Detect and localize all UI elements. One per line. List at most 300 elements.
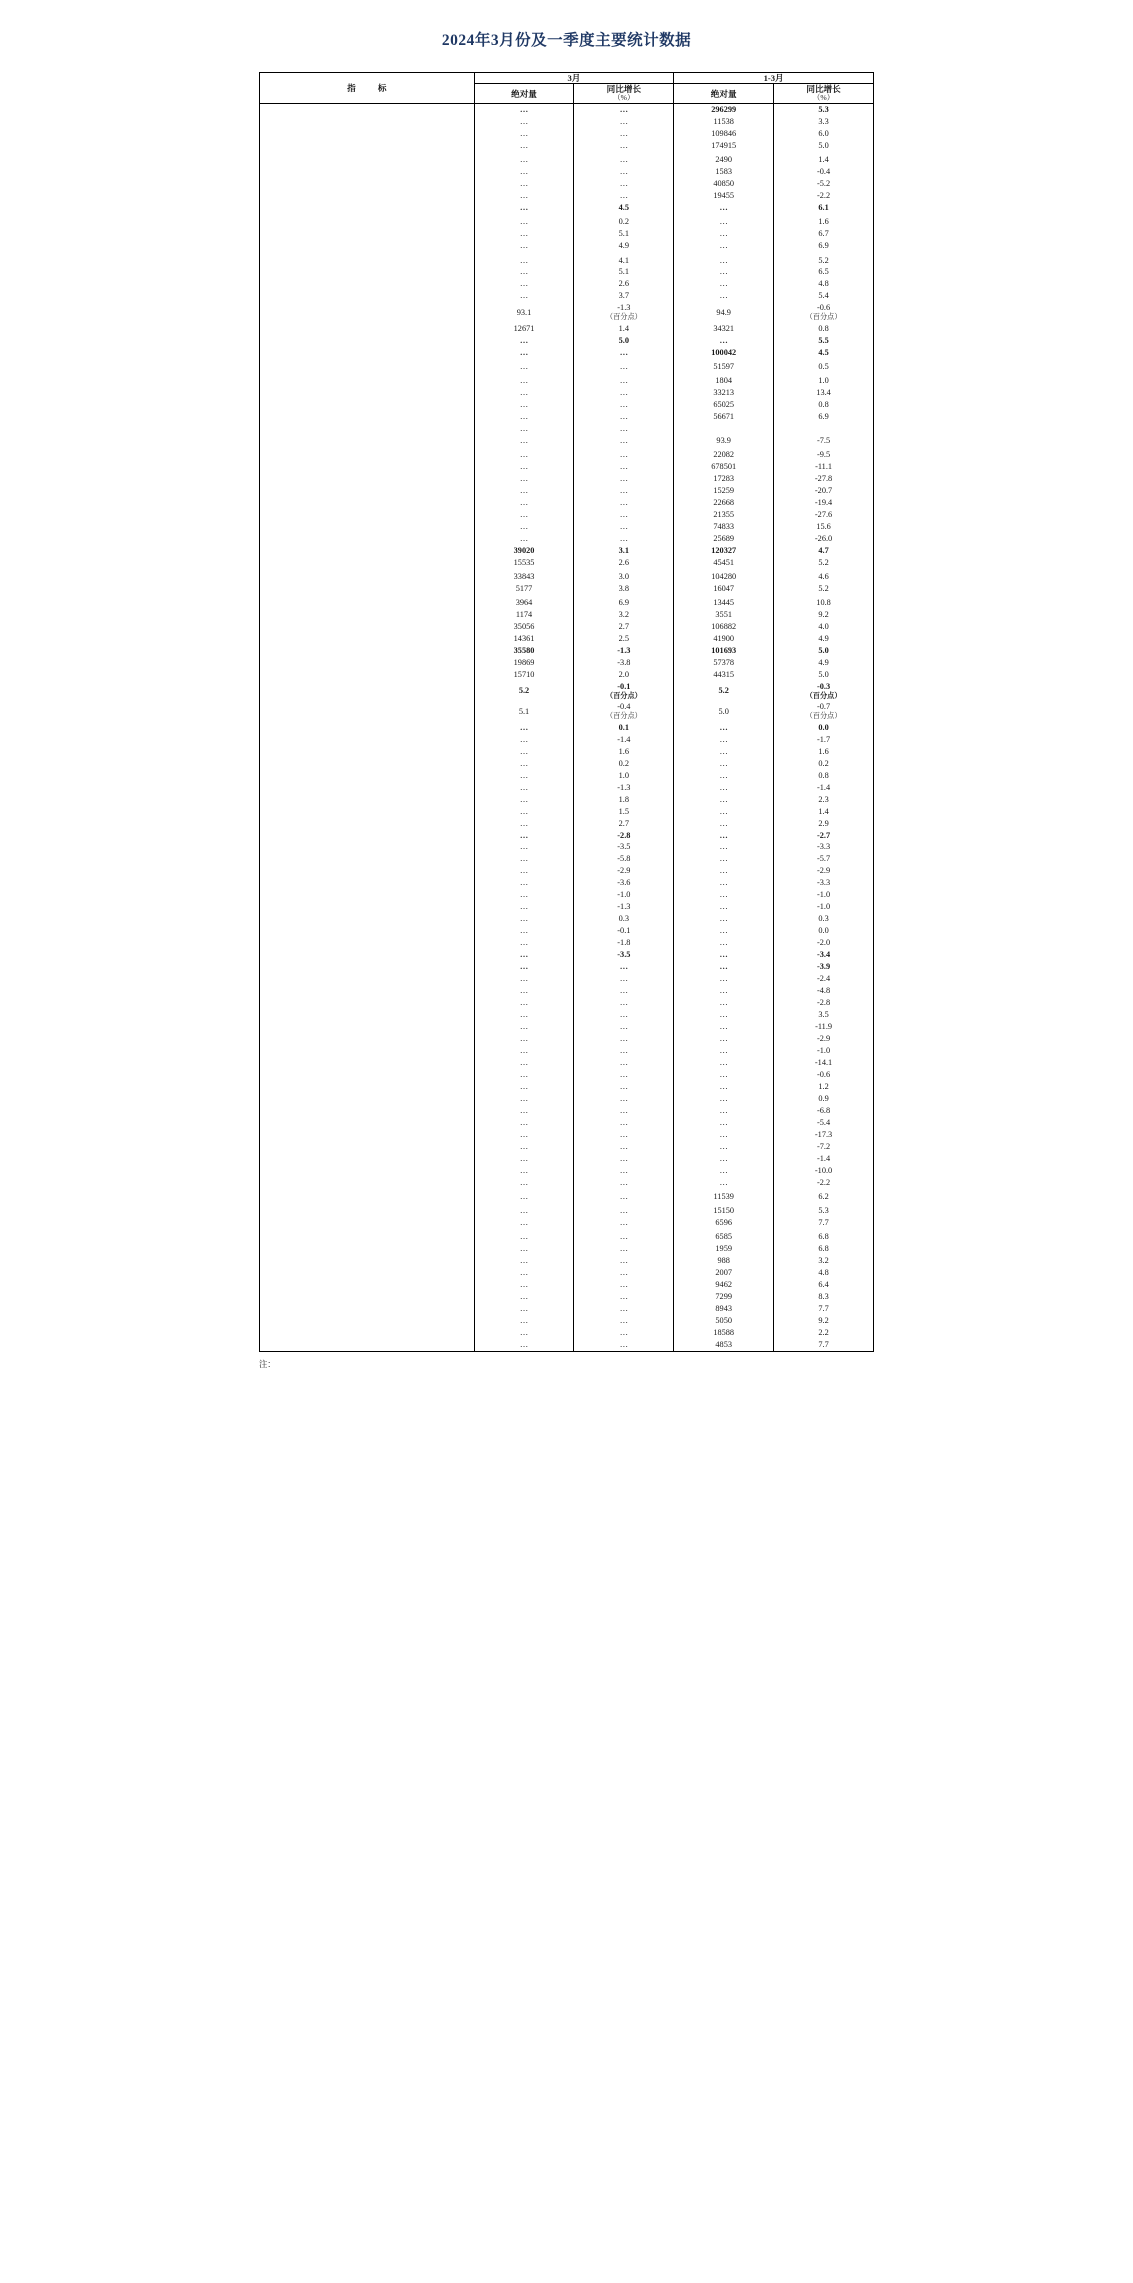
month-absolute-value [474, 228, 574, 240]
month-absolute-value [474, 335, 574, 347]
row-indicator-label [260, 997, 475, 1009]
cumulative-absolute-value-text: 9462 [715, 1279, 732, 1289]
table-row [260, 545, 874, 557]
cumulative-yoy-value [774, 545, 874, 557]
month-absolute-value-text: … [519, 129, 529, 139]
cumulative-absolute-value-text: 8943 [715, 1303, 732, 1313]
cumulative-yoy-value-text: -27.6 [814, 509, 833, 519]
cumulative-yoy-value-text: 13.4 [816, 388, 831, 398]
table-row [260, 1303, 874, 1315]
table-row [260, 302, 874, 322]
cumulative-absolute-value-text: 22082 [713, 450, 735, 460]
cumulative-absolute-value [674, 1129, 774, 1141]
table-row [260, 1217, 874, 1229]
month-yoy-value [574, 889, 674, 901]
month-absolute-value-text: … [519, 938, 529, 948]
month-yoy-value [574, 128, 674, 140]
month-absolute-value [474, 302, 574, 322]
cumulative-yoy-value [774, 347, 874, 359]
cumulative-yoy-value-text: -0.7 [816, 702, 831, 712]
cumulative-yoy-value-text: -4.8 [816, 986, 831, 996]
cumulative-absolute-value [674, 509, 774, 521]
month-yoy-value [574, 949, 674, 961]
month-absolute-value-text: … [519, 1045, 529, 1055]
month-absolute-value-text: … [519, 1069, 529, 1079]
month-yoy-value [574, 701, 674, 721]
cumulative-yoy-value-text: 6.8 [818, 1244, 829, 1253]
row-indicator-label [260, 178, 475, 190]
cumulative-absolute-value-text: 45451 [713, 557, 735, 567]
cumulative-yoy-value-text: -5.7 [816, 854, 831, 864]
month-yoy-value-text: 1.4 [618, 323, 630, 333]
month-yoy-value-text: … [619, 462, 628, 472]
row-indicator-label [260, 1267, 475, 1279]
cumulative-absolute-value-text: 21355 [713, 509, 735, 519]
cumulative-yoy-value-text: 5.2 [818, 557, 829, 567]
month-absolute-value [474, 1267, 574, 1279]
month-yoy-value-text: … [619, 1081, 628, 1091]
cumulative-yoy-value-text: -1.7 [816, 734, 831, 744]
month-yoy-value [574, 794, 674, 806]
month-yoy-value-text: 3.2 [618, 610, 630, 620]
month-absolute-value-text: … [519, 1093, 529, 1103]
cumulative-yoy-value [774, 411, 874, 423]
cumulative-yoy-value [774, 722, 874, 734]
month-absolute-value-text: … [519, 486, 529, 495]
month-yoy-value-text: -3.6 [617, 878, 631, 888]
month-absolute-value [474, 1105, 574, 1117]
cumulative-yoy-value [774, 1339, 874, 1351]
cumulative-absolute-value-text: 3551 [715, 610, 732, 620]
cumulative-yoy-value [774, 1057, 874, 1069]
table-row [260, 1291, 874, 1303]
month-yoy-value [574, 399, 674, 411]
cumulative-yoy-value-text: 6.9 [818, 412, 829, 421]
row-indicator-label [260, 597, 475, 609]
cumulative-yoy-value [774, 509, 874, 521]
month-yoy-value-text: … [619, 1291, 628, 1301]
table-row [260, 621, 874, 633]
cumulative-yoy-value [774, 937, 874, 949]
month-yoy-value-text: … [619, 1244, 628, 1253]
row-indicator-label [260, 1141, 475, 1153]
month-yoy-value [574, 140, 674, 152]
cumulative-absolute-value [674, 913, 774, 925]
month-yoy-value-text: -0.1 [617, 681, 631, 691]
month-absolute-value [474, 240, 574, 252]
cumulative-absolute-value-text: 2490 [715, 155, 732, 165]
row-indicator-label [260, 841, 475, 853]
statistics-table [259, 72, 874, 1352]
month-yoy-value [574, 435, 674, 447]
cumulative-yoy-value [774, 485, 874, 497]
month-absolute-value-text: 93.1 [516, 307, 532, 317]
table-row [260, 571, 874, 583]
cumulative-yoy-value [774, 216, 874, 228]
table-row [260, 913, 874, 925]
month-yoy-value-text: -1.3 [617, 303, 631, 313]
cumulative-absolute-value [674, 645, 774, 657]
month-yoy-value-text: 3.0 [618, 571, 630, 581]
month-yoy-value [574, 1327, 674, 1339]
month-absolute-value [474, 411, 574, 423]
month-yoy-value [574, 1081, 674, 1093]
row-indicator-label [260, 545, 475, 557]
cumulative-absolute-value [674, 557, 774, 569]
table-row [260, 449, 874, 461]
table-row [260, 949, 874, 961]
cumulative-yoy-value [774, 302, 874, 322]
month-yoy-value-text: 1.8 [618, 794, 630, 804]
cumulative-absolute-value [674, 1177, 774, 1189]
cumulative-absolute-value-text: 15150 [713, 1205, 735, 1215]
month-yoy-value-text: 1.5 [618, 806, 630, 816]
cumulative-absolute-value [674, 701, 774, 721]
cumulative-absolute-value [674, 865, 774, 877]
month-absolute-value-text: 39020 [513, 545, 535, 555]
cumulative-yoy-value [774, 841, 874, 853]
month-yoy-value [574, 865, 674, 877]
cumulative-absolute-value [674, 961, 774, 973]
month-absolute-value-text: 5.2 [518, 686, 530, 696]
cumulative-absolute-value [674, 1327, 774, 1339]
row-indicator-label [260, 853, 475, 865]
row-indicator-label [260, 817, 475, 829]
cumulative-absolute-value-text: 6585 [715, 1232, 732, 1242]
cumulative-yoy-value [774, 1117, 874, 1129]
table-row [260, 266, 874, 278]
month-absolute-value [474, 347, 574, 359]
row-indicator-label [260, 533, 475, 545]
row-indicator-label [260, 1177, 475, 1189]
row-indicator-label [260, 865, 475, 877]
cumulative-absolute-value-text: … [719, 722, 728, 732]
cumulative-absolute-value-text: 106882 [711, 622, 737, 632]
cumulative-yoy-value [774, 240, 874, 252]
cumulative-absolute-value-text: … [719, 1129, 728, 1139]
cumulative-absolute-value-text: 22668 [713, 497, 735, 507]
row-indicator-label [260, 1191, 475, 1203]
cumulative-absolute-value [674, 1081, 774, 1093]
month-absolute-value-text: … [519, 806, 529, 816]
table-row [260, 681, 874, 701]
cumulative-absolute-value-text: … [719, 229, 728, 239]
cumulative-yoy-value [774, 461, 874, 473]
month-yoy-value-unit: （百分点） [605, 313, 642, 322]
month-yoy-value-text: … [619, 376, 628, 386]
month-absolute-value [474, 1339, 574, 1351]
cumulative-absolute-value [674, 1217, 774, 1229]
month-yoy-value [574, 722, 674, 734]
table-row [260, 985, 874, 997]
cumulative-yoy-value-text: -19.4 [814, 497, 833, 507]
month-absolute-value [474, 178, 574, 190]
table-row [260, 817, 874, 829]
row-indicator-label [260, 633, 475, 645]
cumulative-absolute-value-text: 15259 [713, 486, 735, 495]
cumulative-absolute-value [674, 190, 774, 202]
month-absolute-value-text: 35580 [513, 645, 535, 655]
row-indicator-label [260, 1093, 475, 1105]
row-indicator-label [260, 485, 475, 497]
cumulative-yoy-value [774, 266, 874, 278]
row-indicator-label [260, 254, 475, 266]
month-absolute-value-text: … [519, 1267, 529, 1277]
table-body [260, 104, 874, 1351]
cumulative-yoy-value-text: 1.2 [818, 1081, 829, 1091]
row-indicator-label [260, 701, 475, 721]
cumulative-yoy-value-text: 4.6 [818, 571, 829, 581]
month-yoy-value-text: … [619, 1093, 628, 1103]
month-yoy-value-text: … [619, 400, 628, 410]
cumulative-yoy-value-text: -11.9 [815, 1022, 833, 1031]
cumulative-absolute-value [674, 485, 774, 497]
table-row [260, 1081, 874, 1093]
row-indicator-label [260, 621, 475, 633]
month-absolute-value-text: … [519, 1327, 529, 1337]
month-absolute-value-text: … [519, 474, 529, 484]
cumulative-absolute-value-text: 988 [717, 1255, 730, 1265]
month-yoy-value [574, 302, 674, 322]
table-row [260, 154, 874, 166]
cumulative-absolute-value-text: 5050 [715, 1315, 732, 1325]
month-absolute-value [474, 1255, 574, 1267]
cumulative-absolute-value [674, 609, 774, 621]
cumulative-yoy-value [774, 387, 874, 399]
month-absolute-value [474, 1009, 574, 1021]
month-yoy-value [574, 1105, 674, 1117]
cumulative-absolute-value-text: … [719, 1081, 728, 1091]
cumulative-absolute-value [674, 901, 774, 913]
month-absolute-value [474, 116, 574, 128]
table-row [260, 1069, 874, 1081]
month-yoy-value-text: … [619, 435, 628, 445]
month-yoy-value-text: … [619, 1303, 628, 1313]
month-yoy-value [574, 375, 674, 387]
cumulative-absolute-value-text: … [719, 1033, 728, 1043]
cumulative-absolute-value-text: 19455 [713, 191, 735, 201]
month-yoy-value [574, 347, 674, 359]
table-row [260, 361, 874, 373]
month-absolute-value [474, 1291, 574, 1303]
month-yoy-value-text: 2.6 [618, 557, 630, 567]
month-absolute-value [474, 1069, 574, 1081]
cumulative-yoy-value-text: 5.3 [818, 1205, 829, 1215]
month-absolute-value-text: … [519, 167, 529, 177]
month-yoy-value-text: 4.5 [618, 203, 630, 213]
table-row [260, 1315, 874, 1327]
month-yoy-value [574, 485, 674, 497]
table-row [260, 178, 874, 190]
month-yoy-value [574, 817, 674, 829]
cumulative-absolute-value-text: 4853 [715, 1339, 732, 1349]
cumulative-absolute-value-text: 5.0 [718, 706, 729, 716]
cumulative-yoy-value-text: 6.4 [818, 1279, 829, 1289]
cumulative-absolute-value-text: … [719, 866, 728, 876]
month-absolute-value-text: … [519, 141, 529, 151]
month-absolute-value-text: 12671 [513, 323, 535, 333]
month-yoy-value-text: … [619, 1191, 628, 1201]
cumulative-absolute-value [674, 497, 774, 509]
table-row [260, 701, 874, 721]
month-absolute-value-text: … [519, 497, 529, 507]
cumulative-yoy-value [774, 116, 874, 128]
cumulative-absolute-value [674, 937, 774, 949]
month-absolute-value [474, 1021, 574, 1033]
table-row [260, 633, 874, 645]
cumulative-yoy-value-text: -2.8 [816, 998, 831, 1008]
cumulative-absolute-value [674, 571, 774, 583]
month-yoy-value [574, 913, 674, 925]
month-yoy-value-text: … [619, 105, 628, 115]
cumulative-yoy-value-text: 7.7 [818, 1217, 829, 1227]
month-absolute-value-text: 19869 [513, 657, 535, 667]
month-absolute-value-text: … [519, 722, 529, 732]
cumulative-absolute-value-text: … [719, 950, 728, 960]
cumulative-absolute-value-text: … [719, 1093, 728, 1103]
cumulative-absolute-value [674, 178, 774, 190]
month-yoy-value [574, 116, 674, 128]
table-row [260, 645, 874, 657]
cumulative-absolute-value [674, 841, 774, 853]
table-row [260, 323, 874, 335]
month-absolute-value-text: 3964 [515, 598, 533, 608]
month-yoy-value [574, 1009, 674, 1021]
cumulative-absolute-value [674, 166, 774, 178]
column-header-group-cumulative: 1-3月 [674, 73, 874, 84]
month-absolute-value-text: … [519, 533, 529, 543]
cumulative-absolute-value-text: 109846 [711, 129, 737, 139]
cumulative-absolute-value [674, 1315, 774, 1327]
month-yoy-value [574, 323, 674, 335]
cumulative-absolute-value-text: 1583 [715, 167, 732, 177]
month-absolute-value-text: … [519, 878, 529, 888]
table-row [260, 423, 874, 435]
month-absolute-value [474, 657, 574, 669]
month-yoy-value-text: -5.8 [617, 854, 631, 864]
cumulative-yoy-value-text: 4.0 [818, 622, 829, 632]
cumulative-absolute-value [674, 1191, 774, 1203]
cumulative-yoy-value-unit: （百分点） [805, 691, 842, 700]
cumulative-absolute-value-text: … [719, 806, 728, 816]
cumulative-absolute-value-text: 74833 [713, 521, 735, 531]
row-indicator-label [260, 347, 475, 359]
cumulative-absolute-value-text: 93.9 [716, 435, 731, 445]
cumulative-yoy-value-text: -2.7 [816, 830, 831, 840]
cumulative-absolute-value [674, 1205, 774, 1217]
cumulative-absolute-value [674, 794, 774, 806]
month-absolute-value [474, 435, 574, 447]
month-yoy-value-text: … [619, 497, 628, 507]
month-absolute-value [474, 681, 574, 701]
cumulative-absolute-value [674, 1267, 774, 1279]
month-absolute-value [474, 901, 574, 913]
cumulative-yoy-value [774, 817, 874, 829]
table-header [260, 73, 874, 104]
row-indicator-label [260, 1339, 475, 1351]
month-yoy-value-text: … [619, 509, 628, 519]
row-indicator-label [260, 240, 475, 252]
month-yoy-value-text: 3.8 [618, 583, 630, 593]
month-absolute-value-text: … [519, 902, 529, 912]
table-row [260, 240, 874, 252]
cumulative-absolute-value-text: 104280 [711, 571, 737, 581]
cumulative-absolute-value-text: 65025 [713, 400, 735, 410]
row-indicator-label [260, 1069, 475, 1081]
month-absolute-value-text: … [519, 1165, 529, 1175]
cumulative-yoy-value [774, 254, 874, 266]
month-yoy-value-text: … [619, 1217, 628, 1227]
column-header-indicator: 指 标 [260, 73, 475, 104]
month-yoy-value [574, 1069, 674, 1081]
cumulative-yoy-value [774, 435, 874, 447]
month-absolute-value [474, 361, 574, 373]
month-yoy-value-text: -1.0 [617, 890, 631, 900]
month-absolute-value [474, 794, 574, 806]
cumulative-yoy-value [774, 361, 874, 373]
month-absolute-value [474, 1315, 574, 1327]
table-row [260, 657, 874, 669]
cumulative-yoy-value [774, 829, 874, 841]
column-header-cumulative-yoy [774, 84, 874, 104]
table-row [260, 794, 874, 806]
month-absolute-value-text: … [519, 1303, 529, 1313]
month-absolute-value-text: 5.1 [518, 706, 530, 716]
table-row [260, 1327, 874, 1339]
table-row [260, 1057, 874, 1069]
table-row [260, 411, 874, 423]
month-absolute-value [474, 216, 574, 228]
table-row [260, 497, 874, 509]
table-row [260, 865, 874, 877]
month-absolute-value [474, 533, 574, 545]
cumulative-yoy-value [774, 901, 874, 913]
row-indicator-label [260, 461, 475, 473]
cumulative-yoy-value-text: 6.0 [818, 129, 829, 139]
month-yoy-value-text: … [619, 1033, 628, 1043]
month-absolute-value [474, 1081, 574, 1093]
cumulative-yoy-value [774, 949, 874, 961]
cumulative-absolute-value [674, 657, 774, 669]
month-absolute-value-text: 14361 [513, 634, 535, 643]
table-row [260, 387, 874, 399]
month-yoy-value [574, 202, 674, 214]
cumulative-absolute-value [674, 1117, 774, 1129]
month-absolute-value [474, 557, 574, 569]
row-indicator-label [260, 925, 475, 937]
cumulative-yoy-value [774, 925, 874, 937]
month-yoy-value [574, 782, 674, 794]
row-indicator-label [260, 1165, 475, 1177]
cumulative-yoy-value [774, 154, 874, 166]
month-yoy-value-text: … [619, 1232, 628, 1242]
cumulative-yoy-value-text: 5.0 [818, 669, 829, 679]
month-yoy-value-text: 0.2 [618, 758, 630, 768]
cumulative-yoy-value [774, 1327, 874, 1339]
cumulative-absolute-value-text: … [719, 794, 728, 804]
table-row [260, 782, 874, 794]
month-absolute-value-text: … [519, 866, 529, 876]
month-absolute-value [474, 1217, 574, 1229]
cumulative-absolute-value [674, 669, 774, 681]
month-absolute-value [474, 461, 574, 473]
month-yoy-value [574, 1303, 674, 1315]
month-yoy-value-text: … [619, 361, 628, 371]
month-absolute-value [474, 1165, 574, 1177]
cumulative-yoy-value [774, 681, 874, 701]
table-row [260, 1339, 874, 1351]
cumulative-yoy-value [774, 533, 874, 545]
